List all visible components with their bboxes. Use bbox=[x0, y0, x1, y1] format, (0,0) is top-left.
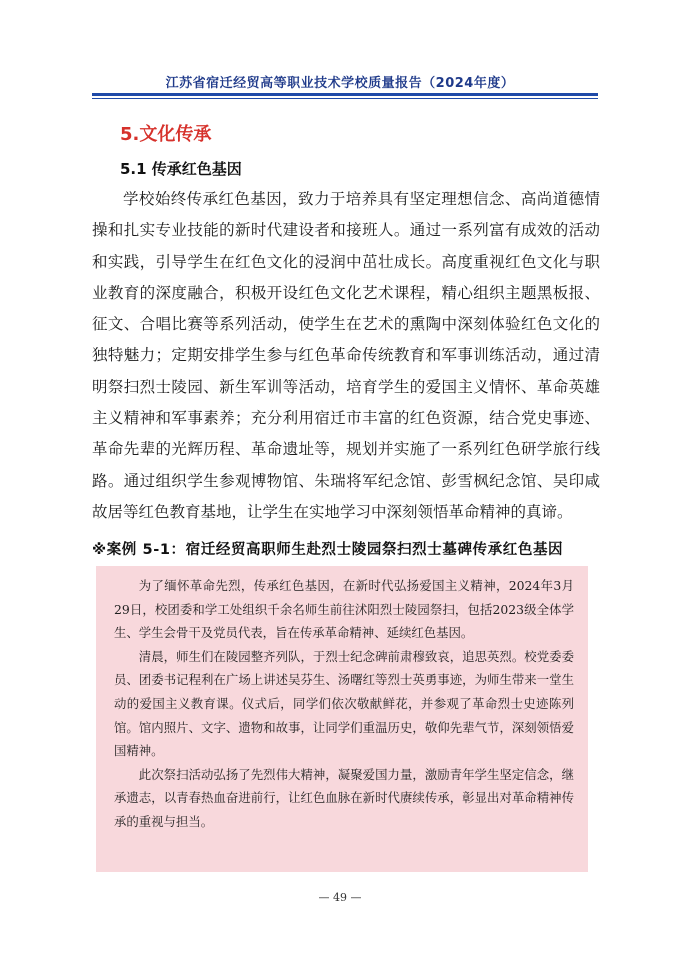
body-text bbox=[92, 184, 600, 528]
case-title: ※案例 5-1：宿迁经贸高职师生赴烈士陵园祭扫烈士墓碑传承红色基因 bbox=[92, 542, 564, 558]
case-box bbox=[96, 566, 588, 872]
section-title: 5.文化传承 bbox=[120, 124, 212, 145]
subsection-title: 5.1 传承红色基因 bbox=[120, 160, 242, 178]
header-rule bbox=[92, 93, 598, 96]
case-paragraph-2: 清晨，师生们在陵园整齐列队，于烈士纪念碑前肃穆致哀，追思英烈。校党委委员、团委书记程利在广场上讲述吴芬生、汤曙红等烈士英勇事迹，为师生带来一堂生动的爱国主义教育课。仪式后，同学们依次敬献鲜花，并参观了革命烈士史迹陈列馆。馆内照片、文字、遗物和故事，让同学们重温历史，敬仰先辈气节，深刻领悟爱国精神。 bbox=[114, 648, 574, 759]
body-paragraph: 学校始终传承红色基因，致力于培养具有坚定理想信念、高尚道德情操和扎实专业技能的新时代建设者和接班人。通过一系列富有成效的活动和实践，引导学生在红色文化的浸润中茁壮成长。高度重视红色文化与职业教育的深度融合，积极开设红色文化艺术课程，精心组织主题黑板报、征文、合唱比赛等系列活动，使学生在艺术的熏陶中深刻体验红色文化的独特魅力；定期安排学生参与红色革命传统教育和军事训练活动，通过清明祭扫烈士陵园、新生军训等活动，培育学生的爱国主义情怀、革命英雄主义精神和军事素养；充分利用宿迁市丰富的红色资源，结合党史事迹、革命先辈的光辉历程、革命遗址等，规划并实施了一系列红色研学旅行线路。通过组织学生参观博物馆、朱瑞将军纪念馆、彭雪枫纪念馆、吴印咸故居等红色教育基地，让学生在实地学习中深刻领悟革命精神的真谛。 bbox=[92, 190, 600, 521]
page-number: — 49 — bbox=[318, 891, 362, 904]
case-paragraph-3: 此次祭扫活动弘扬了先烈伟大精神，凝聚爱国力量，激励青年学生坚定信念，继承遗志，以青春热血奋进前行，让红色血脉在新时代赓续传承，彰显出对革命精神传承的重视与担当。 bbox=[114, 766, 574, 829]
report-header-title: 江苏省宿迁经贸高等职业技术学校质量报告（2024年度） bbox=[165, 76, 515, 91]
case-paragraph-1: 为了缅怀革命先烈，传承红色基因，在新时代弘扬爱国主义精神，2024年3月29日，校团委和学工处组织千余名师生前往沭阳烈士陵园祭扫，包括2023级全体学生、学生会骨干及党员代表，旨在传承革命精神、延续红色基因。 bbox=[114, 578, 574, 641]
header-rule-thin bbox=[92, 98, 598, 99]
